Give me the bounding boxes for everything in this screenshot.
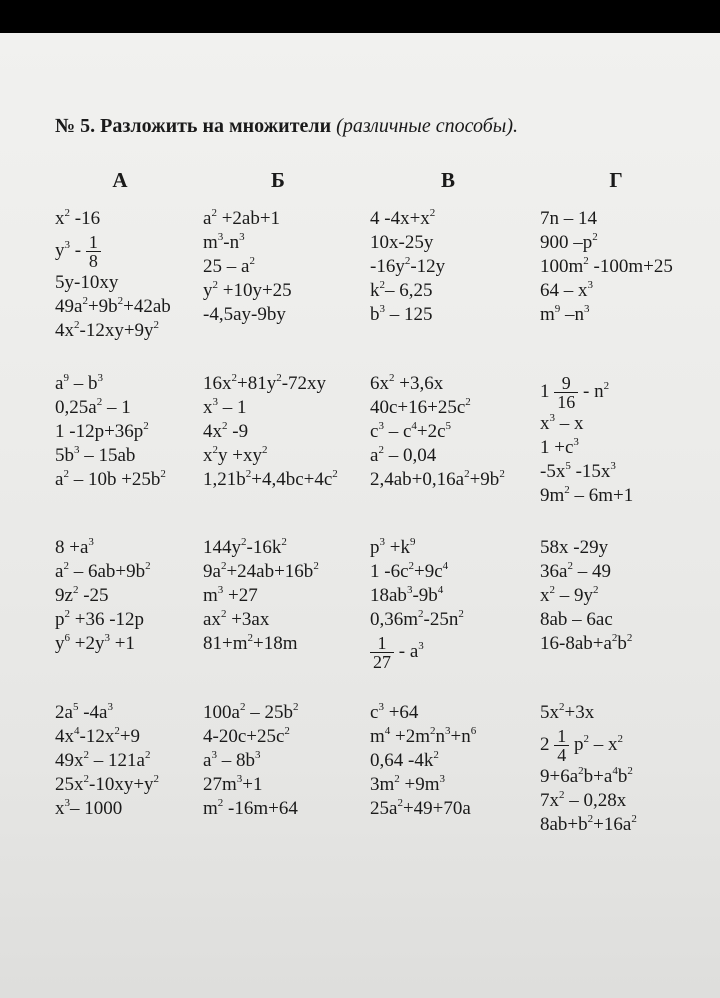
problem-expression: $36a^2 - 49$ bbox=[540, 560, 611, 582]
problem-expression: 1 $-6c^2+9c^4$ bbox=[370, 560, 449, 582]
problem-expression: $4x^2-12xy+9y^2$ bbox=[55, 319, 160, 341]
problem-expression: $k^2-$ 6,25 bbox=[370, 279, 433, 301]
problem-expression: $9m^2 - 6m+1$ bbox=[540, 484, 634, 506]
problem-expression: $25x^2-10xy+y^2$ bbox=[55, 773, 160, 795]
problem-expression: $16-8ab+a^2b^2$ bbox=[540, 632, 633, 654]
exercise-number: № 5. bbox=[55, 115, 96, 137]
problem-expression: $64 - x^3$ bbox=[540, 279, 593, 301]
problem-expression: $c^3 - c^4+2c^5$ bbox=[370, 420, 452, 442]
problem-list-v-4 bbox=[370, 701, 476, 821]
problem-list-a-2 bbox=[55, 372, 166, 492]
problem-expression: $0,36m^2-25n^2$ bbox=[370, 608, 464, 630]
problem-list-a-4 bbox=[55, 701, 159, 821]
problem-expression: $16x^2+81y^2-72xy$ bbox=[203, 372, 327, 394]
problem-expression: $100a^2 - 25b^2$ bbox=[203, 701, 299, 723]
problem-list-g-3 bbox=[540, 536, 632, 656]
problem-expression: $c^3 +64$ bbox=[370, 701, 419, 723]
problem-expression: $b^3 - 125$ bbox=[370, 303, 433, 325]
exercise-note: (различные способы). bbox=[336, 115, 518, 137]
problem-list-a-3 bbox=[55, 536, 151, 656]
problem-expression: $40c+16+25c^2$ bbox=[370, 396, 471, 418]
problem-expression: 900 $-p^2$ bbox=[540, 231, 598, 253]
column-header-a: А bbox=[112, 168, 128, 192]
problem-expression: $-16y^2-12y$ bbox=[370, 255, 446, 277]
problem-expression: $-5x^5$ $-15x^3$ bbox=[540, 460, 616, 482]
problem-expression: 10x-25y bbox=[370, 232, 434, 253]
problem-expression: $m^3 +27$ bbox=[203, 584, 258, 606]
problem-expression: $4-20c+25c^2$ bbox=[203, 725, 290, 747]
problem-expression: $8ab+b^2+16a^2$ bbox=[540, 813, 637, 835]
problem-expression: $y^3$ - $\frac{1}{8}$ bbox=[55, 231, 171, 271]
problem-expression: $1,21b^2+4,4bc+4c^2$ bbox=[203, 468, 338, 490]
problem-expression: $18ab^3-9b^4$ bbox=[370, 584, 444, 606]
problem-expression: $25a^2+49+70a$ bbox=[370, 797, 471, 819]
problem-expression: $a^2 +2ab+1$ bbox=[203, 207, 281, 229]
problem-expression: $100m^2$ -100m+25 bbox=[540, 255, 673, 277]
problem-expression: 58x -29y bbox=[540, 537, 609, 558]
problem-expression: $81+m^2+18m$ bbox=[203, 632, 298, 654]
problem-expression: $5b^3 - 15ab$ bbox=[55, 444, 136, 466]
problem-expression: $x^2$ -16 bbox=[55, 207, 101, 229]
problem-expression: $p^3 +k^9$ bbox=[370, 536, 416, 558]
problem-list-b-3 bbox=[203, 536, 319, 656]
problem-expression: $x^3-$ 1000 bbox=[55, 797, 123, 819]
problem-expression: $a^2 - 10b +25b^2$ bbox=[55, 468, 166, 490]
problem-expression: $3m^2 +9m^3$ bbox=[370, 773, 446, 795]
problem-expression: $4x^4-12x^2+9$ bbox=[55, 725, 141, 747]
problem-expression: $a^3 - 8b^3$ bbox=[203, 749, 261, 771]
problem-expression: $m^2$ -16m+64 bbox=[203, 797, 298, 819]
problem-expression: $7x^2 - 0,28x$ bbox=[540, 789, 627, 811]
problem-expression: $y^6 +2y^3 +1$ bbox=[55, 632, 135, 654]
problem-expression: $49a^2+9b^2+42ab$ bbox=[55, 295, 171, 317]
problem-list-v-1 bbox=[370, 207, 445, 327]
problem-expression: $m^4 +2m^2n^3+n^6$ bbox=[370, 725, 477, 747]
problem-expression: $x^3$ – x bbox=[540, 412, 584, 434]
problem-expression: $27m^3+1$ bbox=[203, 773, 263, 795]
problem-expression: $a^2 - 6ab+9b^2$ bbox=[55, 560, 151, 582]
problem-list-a-1 bbox=[55, 207, 171, 343]
problem-list-b-2 bbox=[203, 372, 338, 492]
problem-expression: $a^2 - 0,04$ bbox=[370, 444, 437, 466]
problem-expression: 8ab – 6ac bbox=[540, 609, 613, 630]
problem-expression: $x^2 - 9y^2$ bbox=[540, 584, 599, 606]
problem-expression: $m^9$ $-n^3$ bbox=[540, 303, 590, 325]
problem-list-g-1 bbox=[540, 207, 673, 327]
problem-expression: -4,5ay-9by bbox=[203, 304, 286, 325]
column-header-v: В bbox=[440, 168, 455, 192]
problem-expression: $2a^5$ $-4a^3$ bbox=[55, 701, 113, 723]
problem-expression: $6x^2 +3,6x$ bbox=[370, 372, 444, 394]
problem-expression: 7n – 14 bbox=[540, 208, 597, 229]
problem-expression: 2 $\frac{1}{4}$ $p^2 - x^2$ bbox=[540, 726, 623, 766]
problem-expression: $49x^2 - 121a^2$ bbox=[55, 749, 151, 771]
problem-expression: $\frac{1}{27}$ - $a^3$ bbox=[370, 632, 464, 672]
problem-expression: 1 $\frac{9}{16}$ - $n^2$ bbox=[540, 373, 610, 413]
problem-expression: 4 $-4x+x^2$ bbox=[370, 207, 436, 229]
fraction: $\frac{1}{4}$ bbox=[554, 727, 569, 764]
problem-expression: $y^2 +10y+25$ bbox=[203, 279, 292, 301]
problem-list-b-1 bbox=[203, 207, 292, 327]
problem-expression: $1 +c^3$ bbox=[540, 436, 579, 458]
problem-expression: $4x^2$ -9 bbox=[203, 420, 249, 442]
exercise-instruction: Разложить на множители bbox=[100, 115, 332, 137]
problem-expression: $9+6a^2b+a^4b^2$ bbox=[540, 765, 633, 787]
problem-list-g-2 bbox=[540, 372, 633, 508]
problem-expression: $ax^2 +3ax$ bbox=[203, 608, 270, 630]
exercise-title bbox=[55, 115, 518, 138]
problem-expression: $25 - a^2$ bbox=[203, 255, 255, 277]
column-header-g: Г bbox=[609, 168, 623, 192]
problem-list-g-4 bbox=[540, 701, 637, 837]
problem-expression: $x^3 - 1$ bbox=[203, 396, 247, 418]
problem-expression: $9z^2$ -25 bbox=[55, 584, 109, 606]
problem-expression: $2,4ab+0,16a^2+9b^2$ bbox=[370, 468, 505, 490]
problem-expression: 1 $-12p+36p^2$ bbox=[55, 420, 149, 442]
problem-expression: $a^9 - b^3$ bbox=[55, 372, 103, 394]
problem-expression: $x^2y +xy^2$ bbox=[203, 444, 268, 466]
problem-expression: 5y-10xy bbox=[55, 272, 119, 293]
problem-list-v-2 bbox=[370, 372, 505, 492]
problem-expression: $5x^2+3x$ bbox=[540, 701, 595, 723]
problem-list-v-3 bbox=[370, 536, 464, 672]
problem-expression: $p^2 +36$ -12p bbox=[55, 608, 145, 630]
problem-expression: $144y^2-16k^2$ bbox=[203, 536, 287, 558]
fraction: $\frac{9}{16}$ bbox=[554, 374, 578, 411]
problem-expression: 0,64 $-4k^2$ bbox=[370, 749, 439, 771]
problem-expression: $0,25a^2 - 1$ bbox=[55, 396, 131, 418]
problem-list-b-4 bbox=[203, 701, 298, 821]
problem-expression: $9a^2+24ab+16b^2$ bbox=[203, 560, 319, 582]
problem-expression: $m^3-n^3$ bbox=[203, 231, 245, 253]
fraction: $\frac{1}{8}$ bbox=[86, 233, 101, 270]
problem-expression: $8 +a^3$ bbox=[55, 536, 94, 558]
fraction: $\frac{1}{27}$ bbox=[370, 634, 394, 671]
column-header-b: Б bbox=[271, 168, 285, 192]
